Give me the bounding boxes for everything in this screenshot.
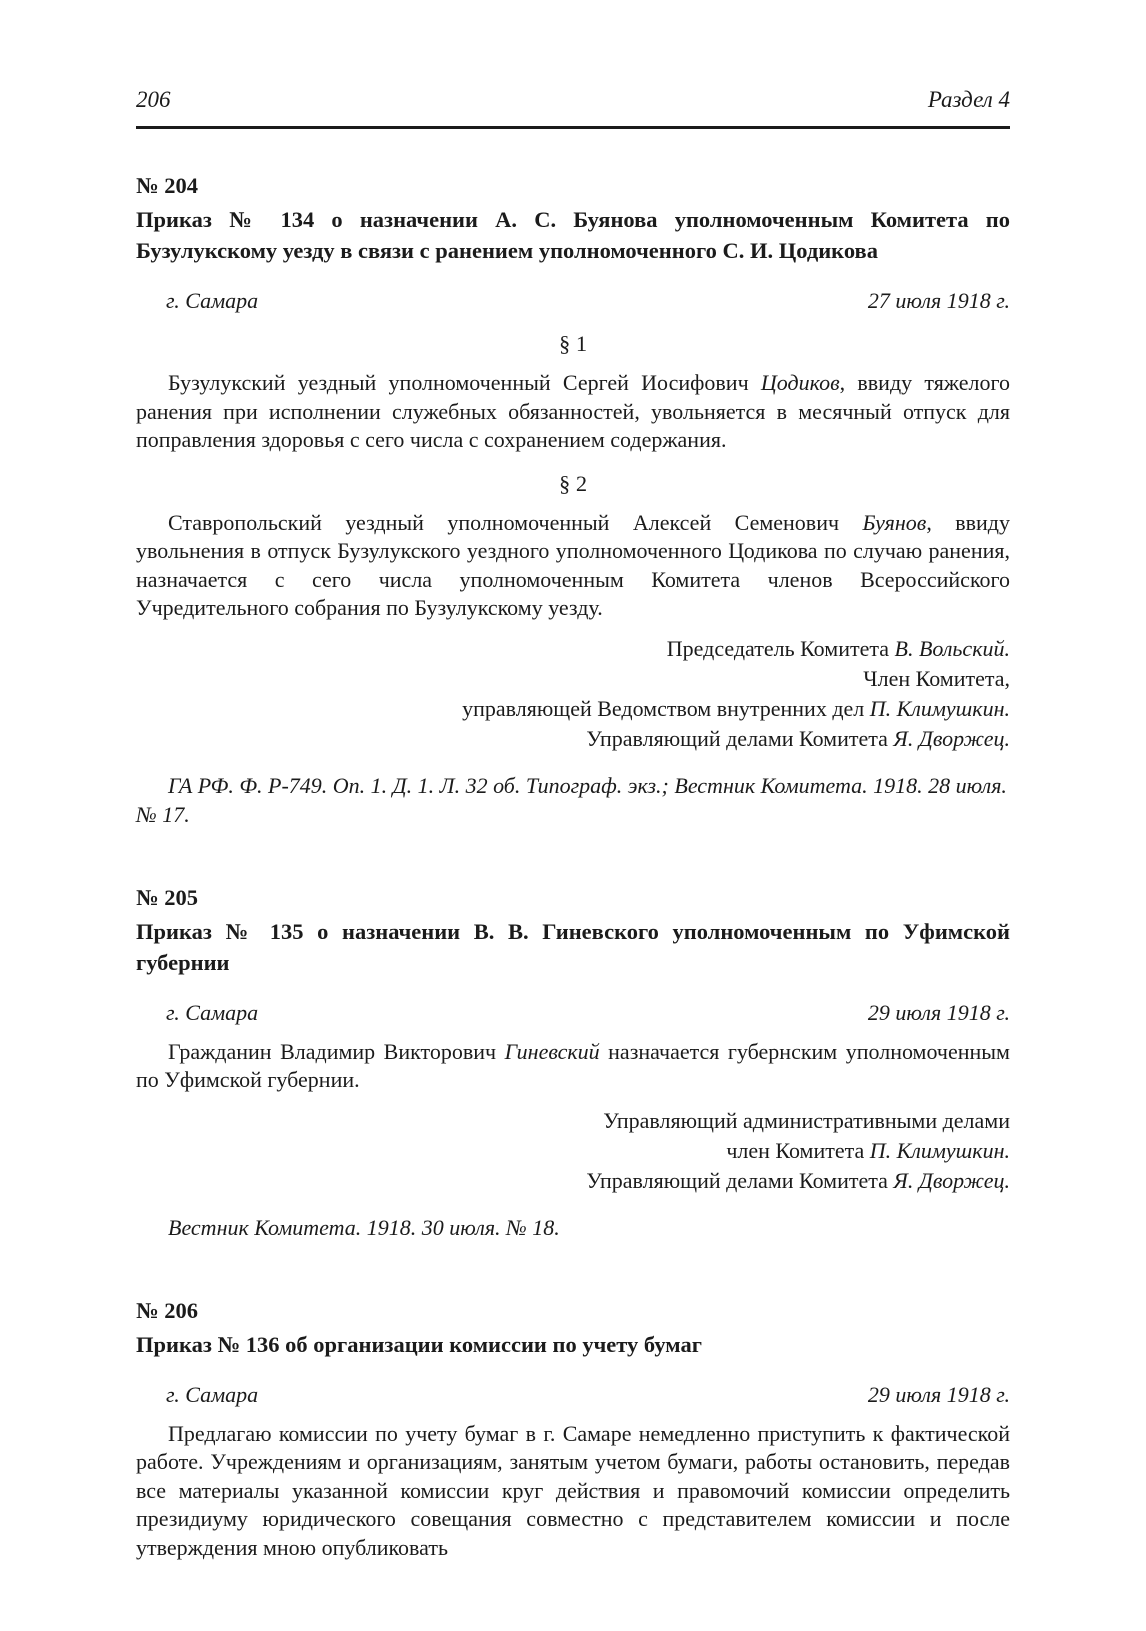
- person-name: Гиневский: [504, 1038, 600, 1064]
- signature-title: член Комитета: [726, 1137, 870, 1163]
- date: 29 июля 1918 г.: [867, 1381, 1010, 1407]
- signature-title: Управляющий делами Комитета: [586, 1167, 894, 1193]
- place: г. Самара: [166, 999, 259, 1025]
- document-205: [136, 883, 1010, 1242]
- paragraph: Предлагаю комиссии по учету бумаг в г. Самаре немедленно приступить к фактической работе. Учреждениям и организациям, занятым учетом бумаги, работы остановить, передав все материалы указанной комиссии круг действия и правомочий комиссии определить президиуму юридического совещания совместно с представителем комиссии и после утверждения мною опубликовать: [136, 1420, 1010, 1560]
- paragraph-text: Бузулукский уездный уполномоченный Сергей Иосифович: [168, 370, 761, 395]
- signature-title: Управляющий административными делами: [603, 1107, 1010, 1133]
- page-number: 206: [136, 87, 171, 112]
- header-rule: [136, 126, 1010, 129]
- section-heading-1: § 1: [558, 331, 588, 356]
- doc-number: № 204: [136, 173, 198, 198]
- document-204: [136, 171, 1010, 829]
- place: г. Самара: [166, 1381, 259, 1407]
- date: 29 июля 1918 г.: [867, 999, 1010, 1025]
- section-label: Раздел 4: [927, 87, 1010, 112]
- signer-name: Я. Дворжец.: [893, 725, 1010, 751]
- doc-title: Приказ № 136 об организации комиссии по учету бумаг: [136, 1331, 702, 1357]
- doc-title: Приказ № 135 о назначении В. В. Гиневского уполномоченным по Уфимской губернии: [136, 918, 1010, 975]
- person-name: Буянов: [862, 509, 927, 535]
- signature-line: [136, 1166, 1010, 1196]
- signature-line: [136, 1106, 1010, 1136]
- paragraph: [136, 509, 1010, 623]
- signature-line: [136, 694, 1010, 724]
- paragraph: [136, 1038, 1010, 1095]
- place: г. Самара: [166, 288, 259, 313]
- signer-name: П. Климушкин.: [869, 1137, 1010, 1163]
- paragraph: [136, 369, 1010, 455]
- archival-citation: Вестник Комитета. 1918. 30 июля. № 18.: [168, 1214, 560, 1240]
- doc-number: № 205: [136, 884, 198, 910]
- signature-title: управляющей Ведомством внутренних дел: [462, 695, 870, 721]
- paragraph-text: Гражданин Владимир Викторович: [168, 1038, 505, 1064]
- paragraph-text: назначается губернским уполномоченным по Уфимской губернии.: [136, 1038, 1010, 1092]
- signature-line: [136, 1136, 1010, 1166]
- signature-title: Член Комитета,: [863, 665, 1010, 691]
- dateline: [136, 1381, 1010, 1409]
- person-name: Цодиков: [760, 370, 840, 395]
- signature-block: [136, 1106, 1010, 1196]
- document-206: [136, 1296, 1010, 1563]
- paragraph-text: , ввиду увольнения в отпуск Бузулукского уездного уполномоченного Цодикова по случаю ранения, назначается с сего числа уполномоченным Комитета членов Всероссийского Учредительного собрания по Бузулукскому уезду.: [136, 509, 1010, 620]
- signer-name: Я. Дворжец.: [893, 1167, 1010, 1193]
- signature-title: Председатель Комитета: [666, 635, 895, 661]
- running-head: [136, 86, 1010, 113]
- archival-citation: ГА РФ. Ф. Р-749. Оп. 1. Д. 1. Л. 32 об. Типограф. экз.; Вестник Комитета. 1918. 28 июля. № 17.: [136, 772, 1007, 827]
- signer-name: П. Климушкин.: [869, 695, 1010, 721]
- signature-line: [136, 634, 1010, 664]
- dateline: [136, 287, 1010, 315]
- paragraph-text: Ставропольский уездный уполномоченный Алексей Семенович: [168, 509, 863, 535]
- signature-block: [136, 634, 1010, 754]
- signature-title: Управляющий делами Комитета: [586, 725, 894, 751]
- signer-name: В. Вольский.: [894, 635, 1010, 661]
- dateline: [136, 999, 1010, 1027]
- doc-title: Приказ № 134 о назначении А. С. Буянова уполномоченным Комитета по Бузулукскому уезду в связи с ранением уполномоченного С. И. Цодикова: [136, 207, 1010, 263]
- doc-number: № 206: [136, 1297, 198, 1323]
- paragraph-text: , ввиду тяжелого ранения при исполнении служебных обязанностей, увольняется в месячный отпуск для поправления здоровья с сего числа с сохранением содержания.: [136, 370, 1010, 452]
- signature-line: [136, 724, 1010, 754]
- signature-line: [136, 664, 1010, 694]
- date: 27 июля 1918 г.: [867, 288, 1010, 313]
- section-heading-2: § 2: [558, 470, 588, 496]
